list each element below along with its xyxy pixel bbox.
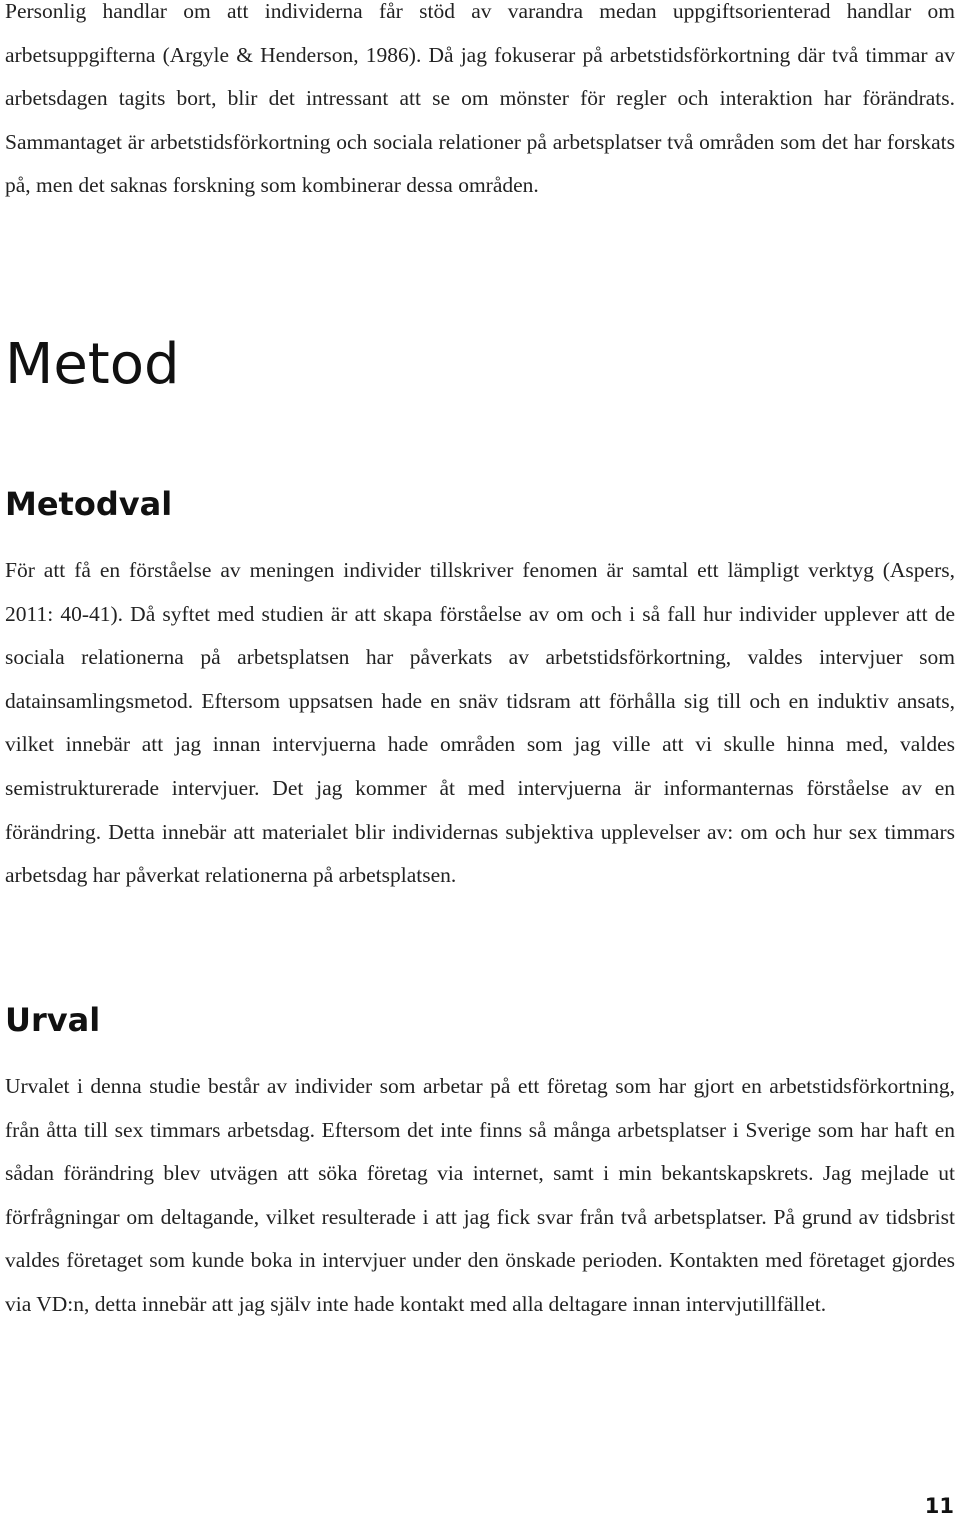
subsection-heading-urval: Urval: [5, 1001, 101, 1039]
subsection-heading-metodval: Metodval: [5, 485, 173, 523]
section-heading-metod: Metod: [5, 332, 180, 397]
page-number: 11: [924, 1494, 954, 1518]
intro-paragraph: Personlig handlar om att individerna får stöd av varandra medan uppgiftsorienterad handlar om arbetsuppgifterna (Argyle & Henderson, 1986). Då jag fokuserar på arbetstidsförkortning där två timmar av arbetsdagen tagits bort, blir det intressant att se om mönster för regler och interaktion har förändrats. Sammantaget är arbetstidsförkortning och sociala relationer på arbetsplatser två områden som det har forskats på, men det saknas forskning som kombinerar dessa områden.: [5, 0, 955, 198]
metodval-paragraph: För att få en förståelse av meningen individer tillskriver fenomen är samtal ett lämpligt verktyg (Aspers, 2011: 40-41). Då syftet med studien är att skapa förståelse av om och i så fall hur individer upplever att de sociala relationerna på arbetsplatsen har påverkats av arbetstidsförkortning, valdes intervjuer som datainsamlingsmetod. Eftersom uppsatsen hade en snäv tidsram att förhålla sig till och en induktiv ansats, vilket innebär att jag innan intervjuerna hade områden som jag ville att vi skulle hinna med, valdes semistrukturerade intervjuer. Det jag kommer åt med intervjuerna är informanternas förståelse av en förändring. Detta innebär att materialet blir individernas subjektiva upplevelser av: om och hur sex timmars arbetsdag har påverkat relationerna på arbetsplatsen.: [5, 558, 955, 888]
urval-paragraph: Urvalet i denna studie består av individer som arbetar på ett företag som har gjort en arbetstidsförkortning, från åtta till sex timmars arbetsdag. Eftersom det inte finns så många arbetsplatser i Sverige som har haft en sådan förändring blev utvägen att söka företag via internet, samt i min bekantskapskrets. Jag mejlade ut förfrågningar om deltagande, vilket resulterade i att jag fick svar från två arbetsplatser. På grund av tidsbrist valdes företaget som kunde boka in intervjuer under den önskade perioden. Kontakten med företaget gjordes via VD:n, detta innebär att jag själv inte hade kontakt med alla deltagare innan intervjutillfället.: [5, 1074, 955, 1316]
